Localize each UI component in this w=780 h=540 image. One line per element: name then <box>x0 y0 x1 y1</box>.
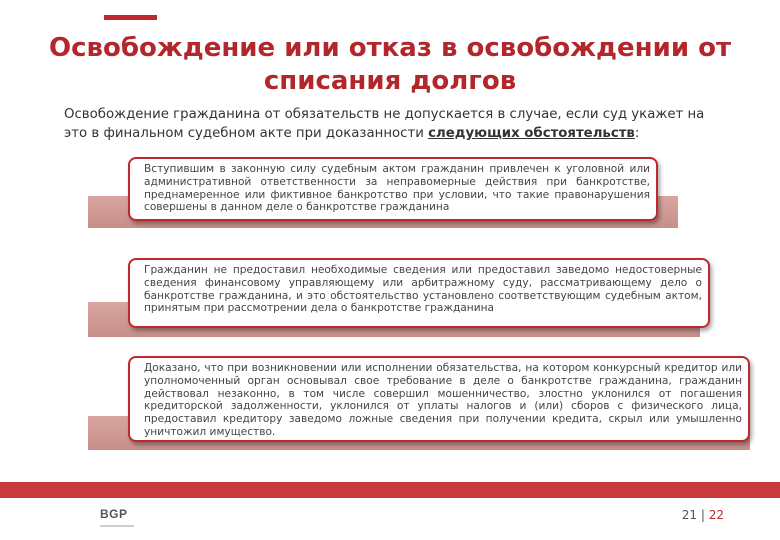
logo-text: BGP <box>100 507 128 521</box>
intro-emphasis: следующих обстоятельств <box>428 126 635 141</box>
condition-text-2: Гражданин не предоставил необходимые сведения или предоставил заведомо недостоверные сведения финансовому управляющему или арбитражному суду, рассматривающему дело о банкротстве гражданина, и это обстоятельство установлено соответствующим судебным актом, принятым при рассмотрении дела о банкротстве гражданина <box>144 264 702 315</box>
condition-card-3 <box>128 356 750 442</box>
condition-card-1 <box>128 157 658 221</box>
condition-text-3: Доказано, что при возникновении или исполнении обязательства, на котором конкурсный кредитор или уполномоченный орган основывал свое требование в деле о банкротстве гражданина, гражданин действовал незаконно, в том числе совершил мошенничество, злостно уклонился от погашения кредиторской задолженности, уклонился от уплаты налогов и (или) сборов с физического лица, предоставил кредитору заведомо ложные сведения при получении кредита, скрыл или умышленно уничтожил имущество. <box>144 362 742 438</box>
page-separator: | <box>700 508 705 522</box>
total-pages: 22 <box>708 508 724 522</box>
page-title: Освобождение или отказ в освобождении от списания долгов <box>48 33 732 96</box>
current-page: 21 <box>681 508 698 522</box>
page-number <box>682 508 724 522</box>
condition-text-1: Вступившим в законную силу судебным актом гражданин привлечен к уголовной или административной ответственности за неправомерные действия при банкротстве, преднамеренное или фиктивное банкротство при условии, что такие правонарушения совершены в данном деле о банкротстве гражданина <box>144 163 650 214</box>
intro-paragraph <box>64 105 724 143</box>
intro-text: Освобождение гражданина от обязательств не допускается в случае, если суд укажет на это в финальном судебном акте при доказанности <box>64 107 705 141</box>
logo-subline <box>100 525 134 527</box>
top-accent-bar <box>104 15 157 20</box>
condition-card-2 <box>128 258 710 328</box>
footer-band <box>0 482 780 498</box>
company-logo <box>100 507 134 527</box>
intro-suffix: : <box>634 126 640 141</box>
